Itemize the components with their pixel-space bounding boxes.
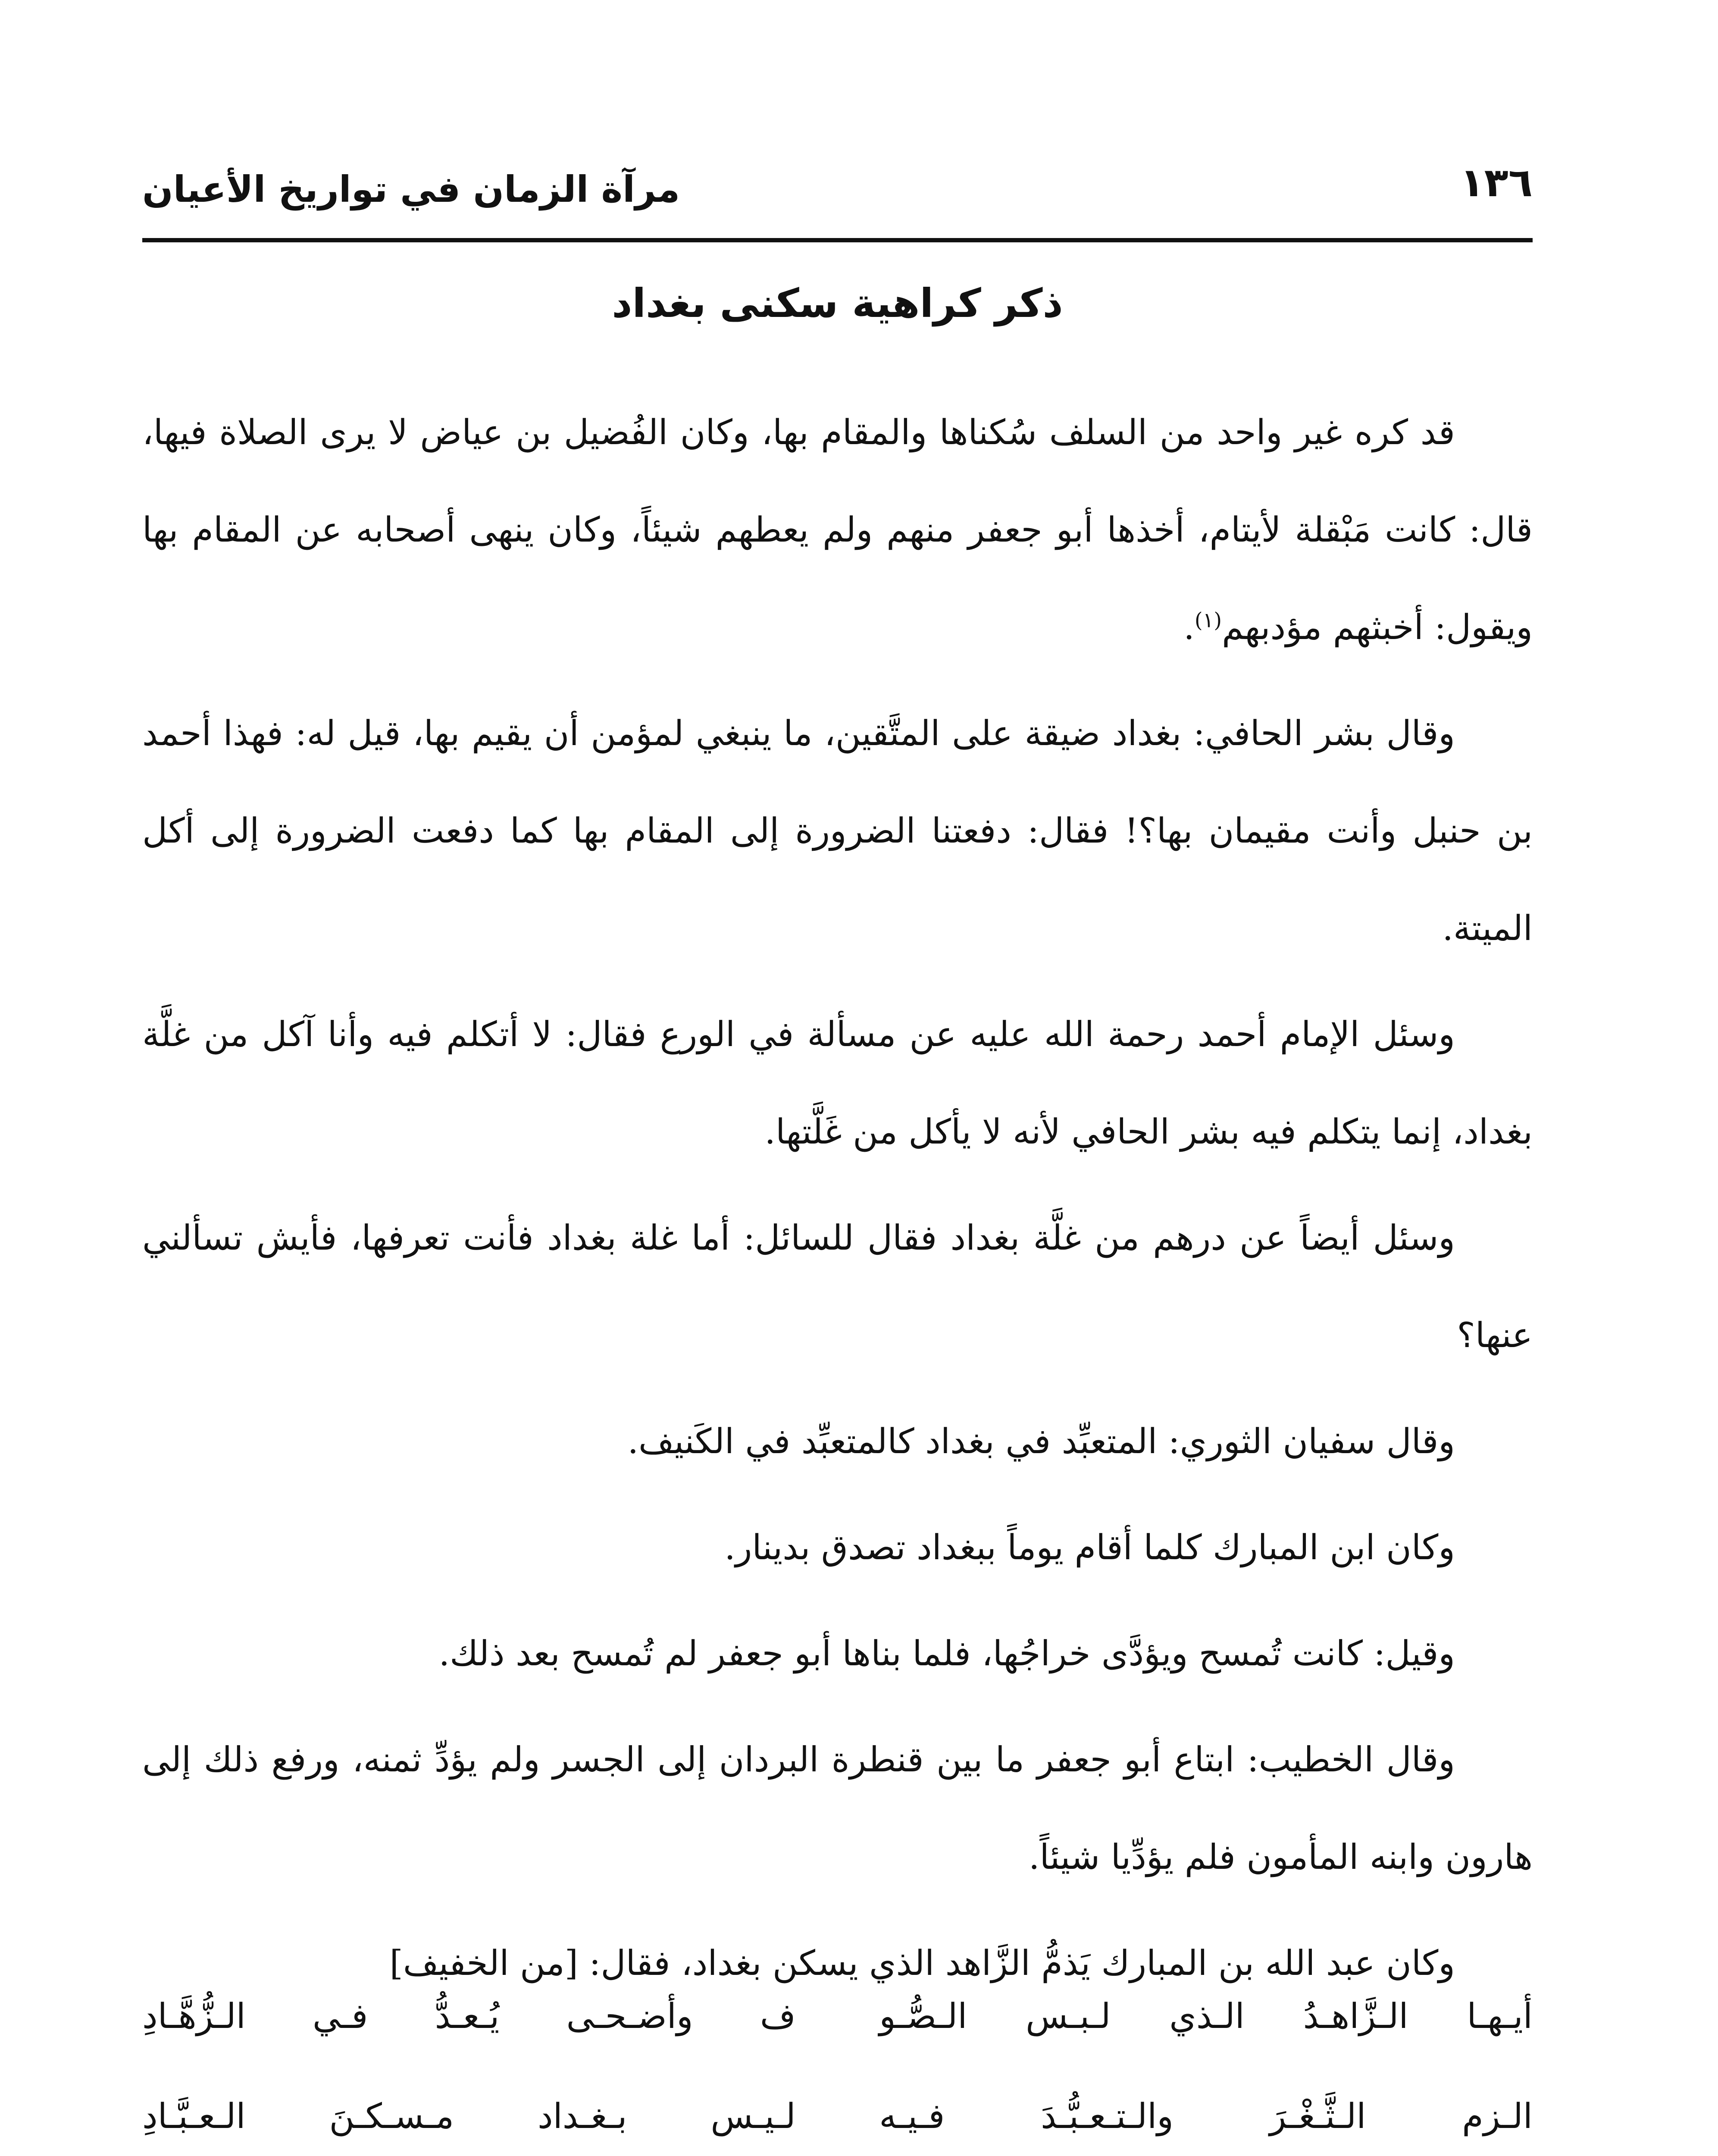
paragraph — [142, 1393, 1533, 1490]
paragraph-text: وقال سفيان الثوري: المتعبِّد في بغداد كالمتعبِّد في الكَنيف. — [627, 1421, 1455, 1461]
paragraph — [142, 1711, 1533, 1906]
paragraph — [142, 1499, 1533, 1596]
hemistich-text: ف وأضـحـى يُـعـدُّ فـي الـزُّهَّـادِ — [142, 1996, 796, 2036]
paragraph — [142, 1189, 1533, 1384]
paragraph-text: وكان ابن المبارك كلما أقام يوماً ببغداد تصدق بدينار. — [724, 1527, 1455, 1567]
paragraph-text: وقال بشر الحافي: بغداد ضيقة على المتَّقين، ما ينبغي لمؤمن أن يقيم بها، قيل له: فهذا أحمد بن حنبل وأنت مقيمان بها؟! فقال: دفعتنا الضرورة إلى المقام بها كما دفعت الضرورة إلى أكل الميتة. — [142, 713, 1533, 948]
paragraph-text: وقيل: كانت تُمسح ويؤدَّى خراجُها، فلما بناها أبو جعفر لم تُمسح بعد ذلك. — [438, 1633, 1455, 1673]
paragraph — [142, 685, 1533, 977]
paragraph — [142, 986, 1533, 1181]
paragraph-text: وقال الخطيب: ابتاع أبو جعفر ما بين قنطرة البردان إلى الجسر ولم يؤدِّ ثمنه، ورفع ذلك إلى هارون وابنه المأمون فلم يؤدِّيا شيئاً. — [142, 1739, 1533, 1877]
poem-second-hemistich — [142, 2066, 796, 2156]
paragraph — [142, 1605, 1533, 1702]
footnote-marker: (١) — [1194, 608, 1222, 633]
poem — [142, 1966, 1533, 2156]
header-rule — [142, 238, 1533, 242]
poem-verse — [142, 1966, 1533, 2066]
poem-first-hemistich: الـزم الـثَّـغْـرَ والـتـعـبُّـدَ فـيـه — [879, 2096, 1533, 2136]
paragraph — [142, 384, 1533, 676]
paragraph-tail: . — [1183, 607, 1195, 647]
poem-verse — [142, 2066, 1533, 2156]
poem-second-hemistich — [142, 1966, 796, 2066]
hemistich-text: لـيـس بـغـداد مـسـكـنَ الـعـبَّـادِ — [142, 2096, 796, 2136]
page-number: ١٣٦ — [1460, 160, 1533, 206]
paragraph-text: وكان عبد الله بن المبارك يَذمُّ الزَّاهد الذي يسكن بغداد، فقال: [من الخفيف] — [389, 1943, 1455, 1983]
paragraph-text: قد كره غير واحد من السلف سُكناها والمقام بها، وكان الفُضيل بن عياض لا يرى الصلاة فيها، قال: كانت مَبْقلة لأيتام، أخذها أبو جعفر منهم ولم يعطهم شيئاً، وكان ينهى أصحابه عن المقام بها ويقول: أخبثهم مؤدبهم — [142, 412, 1533, 647]
body-text — [142, 384, 1533, 2021]
chapter-title: ذكر كراهية سكنى بغداد — [612, 280, 1063, 326]
poem-first-hemistich: أيـهـا الـزَّاهـدُ الـذي لـبـس الـصُّـو — [879, 1996, 1533, 2036]
paragraph-text: وسئل الإمام أحمد رحمة الله عليه عن مسألة في الورع فقال: لا أتكلم فيه وأنا آكل من غلَّة بغداد، إنما يتكلم فيه بشر الحافي لأنه لا يأكل من غَلَّتها. — [142, 1014, 1533, 1152]
running-title: مرآة الزمان في تواريخ الأعيان — [142, 168, 680, 210]
page-header — [142, 155, 1533, 229]
paragraph-text: وسئل أيضاً عن درهم من غلَّة بغداد فقال للسائل: أما غلة بغداد فأنت تعرفها، فأيش تسألني عنها؟ — [142, 1218, 1533, 1355]
